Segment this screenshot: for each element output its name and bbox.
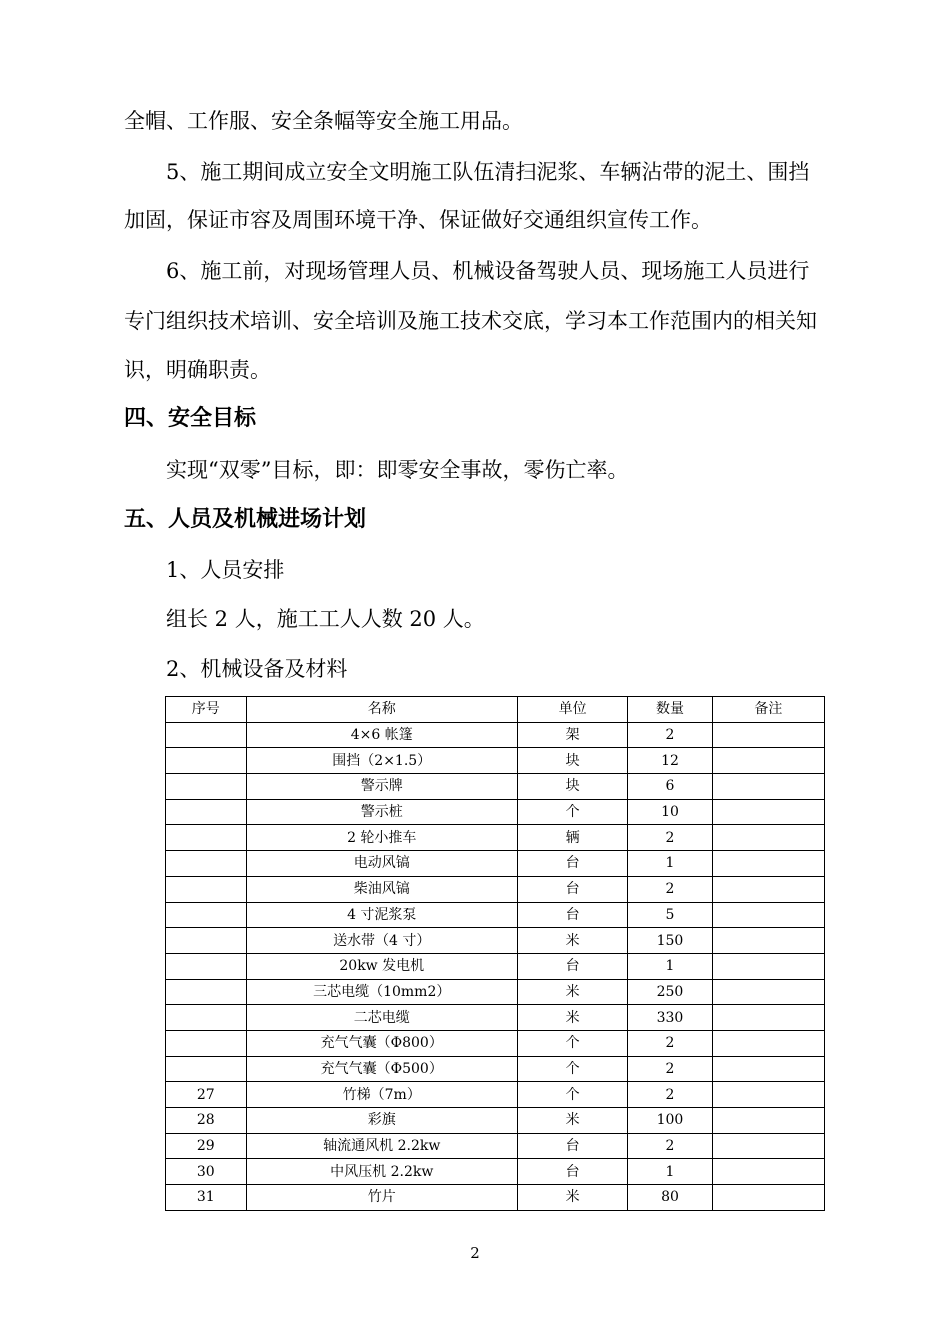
table-cell: 块 [517, 748, 627, 774]
paragraph-line: 识，明确职责。 [124, 358, 271, 382]
table-cell: 150 [628, 928, 713, 954]
table-row [166, 748, 825, 774]
table-cell: 警示桩 [246, 799, 517, 825]
table-cell: 块 [517, 774, 627, 800]
table-cell [166, 876, 247, 902]
table-cell: 米 [517, 928, 627, 954]
table-cell: 中风压机 2.2kw [246, 1159, 517, 1185]
table-cell [712, 722, 824, 748]
table-cell: 台 [517, 953, 627, 979]
table-cell: 20kw 发电机 [246, 953, 517, 979]
table-cell [712, 825, 824, 851]
table-row [166, 1133, 825, 1159]
table-cell [712, 748, 824, 774]
table-cell: 个 [517, 1056, 627, 1082]
paragraph-line: 专门组织技术培训、安全培训及施工技术交底，学习本工作范围内的相关知 [124, 309, 817, 333]
table-row [166, 979, 825, 1005]
table-cell [712, 928, 824, 954]
table-cell: 围挡（2×1.5） [246, 748, 517, 774]
table-cell: 4×6 帐篷 [246, 722, 517, 748]
header-cell: 备注 [712, 697, 824, 723]
table-cell [166, 799, 247, 825]
paragraph-line: 加固，保证市容及周围环境干净、保证做好交通组织宣传工作。 [124, 208, 712, 232]
table-row [166, 1056, 825, 1082]
personnel-text: 组长 2 人，施工工人人数 20 人。 [166, 607, 485, 631]
table-row [166, 774, 825, 800]
table-cell [712, 774, 824, 800]
table-cell [166, 825, 247, 851]
page-number: 2 [470, 1244, 480, 1262]
table-cell: 2 [628, 722, 713, 748]
table-cell: 1 [628, 953, 713, 979]
table-cell: 个 [517, 799, 627, 825]
header-cell: 数量 [628, 697, 713, 723]
table-cell: 28 [166, 1108, 247, 1134]
table-cell: 竹片 [246, 1185, 517, 1211]
table-row [166, 928, 825, 954]
table-cell: 送水带（4 寸） [246, 928, 517, 954]
table-cell: 米 [517, 1005, 627, 1031]
table-row [166, 1082, 825, 1108]
table-cell [166, 1005, 247, 1031]
header-cell: 序号 [166, 697, 247, 723]
table-row [166, 1030, 825, 1056]
table-cell: 台 [517, 851, 627, 877]
table-cell [712, 851, 824, 877]
table-cell [712, 1056, 824, 1082]
table-cell [712, 1108, 824, 1134]
table-cell [712, 1082, 824, 1108]
table-cell: 米 [517, 1185, 627, 1211]
table-cell [166, 928, 247, 954]
table-cell [166, 1030, 247, 1056]
table-cell: 1 [628, 1159, 713, 1185]
table-cell: 1 [628, 851, 713, 877]
table-cell: 2 [628, 1030, 713, 1056]
subheading-equipment: 2、机械设备及材料 [166, 657, 348, 681]
paragraph-line: 全帽、工作服、安全条幅等安全施工用品。 [124, 109, 523, 133]
table-row [166, 1108, 825, 1134]
table-cell: 充气气囊（Φ500） [246, 1056, 517, 1082]
table-cell [166, 774, 247, 800]
table-cell: 5 [628, 902, 713, 928]
table-cell: 4 寸泥浆泵 [246, 902, 517, 928]
table-row [166, 1005, 825, 1031]
table-row [166, 799, 825, 825]
table-row [166, 722, 825, 748]
table-cell: 个 [517, 1082, 627, 1108]
table-header-row [166, 697, 825, 723]
paragraph-line: 6、施工前，对现场管理人员、机械设备驾驶人员、现场施工人员进行 [166, 259, 810, 283]
table-cell [712, 799, 824, 825]
table-cell: 电动风镐 [246, 851, 517, 877]
table-row [166, 876, 825, 902]
header-cell: 单位 [517, 697, 627, 723]
table-cell: 柴油风镐 [246, 876, 517, 902]
table-cell: 台 [517, 1133, 627, 1159]
table-cell: 2 [628, 825, 713, 851]
table-cell: 米 [517, 1108, 627, 1134]
table-cell [166, 851, 247, 877]
paragraph-line: 5、施工期间成立安全文明施工队伍清扫泥浆、车辆沾带的泥土、围挡 [166, 160, 810, 184]
table-cell: 2 [628, 1082, 713, 1108]
table-cell [166, 902, 247, 928]
table-cell [712, 1185, 824, 1211]
table-cell: 2 [628, 1056, 713, 1082]
table-cell: 100 [628, 1108, 713, 1134]
table-cell [712, 1030, 824, 1056]
table-cell: 台 [517, 902, 627, 928]
table-cell: 轴流通风机 2.2kw [246, 1133, 517, 1159]
table-cell: 台 [517, 876, 627, 902]
table-row [166, 825, 825, 851]
table-cell [712, 902, 824, 928]
table-cell [712, 1159, 824, 1185]
table-cell [712, 979, 824, 1005]
table-row [166, 1159, 825, 1185]
table-cell [166, 1056, 247, 1082]
table-row [166, 1185, 825, 1211]
table-cell [712, 1005, 824, 1031]
table-cell: 27 [166, 1082, 247, 1108]
table-cell [712, 953, 824, 979]
header-cell: 名称 [246, 697, 517, 723]
table-row [166, 851, 825, 877]
table-cell: 12 [628, 748, 713, 774]
table-cell: 个 [517, 1030, 627, 1056]
table-cell: 330 [628, 1005, 713, 1031]
table-row [166, 902, 825, 928]
table-cell: 竹梯（7m） [246, 1082, 517, 1108]
subheading-personnel: 1、人员安排 [166, 558, 285, 582]
table-cell: 10 [628, 799, 713, 825]
table-cell [712, 876, 824, 902]
table-cell: 三芯电缆（10mm2） [246, 979, 517, 1005]
safety-goal-text: 实现“双零”目标，即：即零安全事故，零伤亡率。 [166, 458, 629, 482]
table-cell: 米 [517, 979, 627, 1005]
table-cell: 6 [628, 774, 713, 800]
table-cell: 80 [628, 1185, 713, 1211]
table-cell [712, 1133, 824, 1159]
section-heading-entry-plan: 五、人员及机械进场计划 [124, 507, 367, 532]
table-cell: 彩旗 [246, 1108, 517, 1134]
table-cell [166, 953, 247, 979]
equipment-table [165, 696, 825, 1211]
table-cell: 架 [517, 722, 627, 748]
table-cell: 警示牌 [246, 774, 517, 800]
table-cell: 30 [166, 1159, 247, 1185]
table-cell [166, 979, 247, 1005]
table-cell: 充气气囊（Φ800） [246, 1030, 517, 1056]
table-cell: 31 [166, 1185, 247, 1211]
table-cell: 2 [628, 1133, 713, 1159]
table-cell: 2 [628, 876, 713, 902]
section-heading-safety-goal: 四、安全目标 [124, 406, 257, 431]
table-cell: 250 [628, 979, 713, 1005]
table-row [166, 953, 825, 979]
table-cell: 2 轮小推车 [246, 825, 517, 851]
table-cell: 29 [166, 1133, 247, 1159]
table-cell: 辆 [517, 825, 627, 851]
table-cell [166, 722, 247, 748]
table-cell: 台 [517, 1159, 627, 1185]
table-cell: 二芯电缆 [246, 1005, 517, 1031]
table-cell [166, 748, 247, 774]
